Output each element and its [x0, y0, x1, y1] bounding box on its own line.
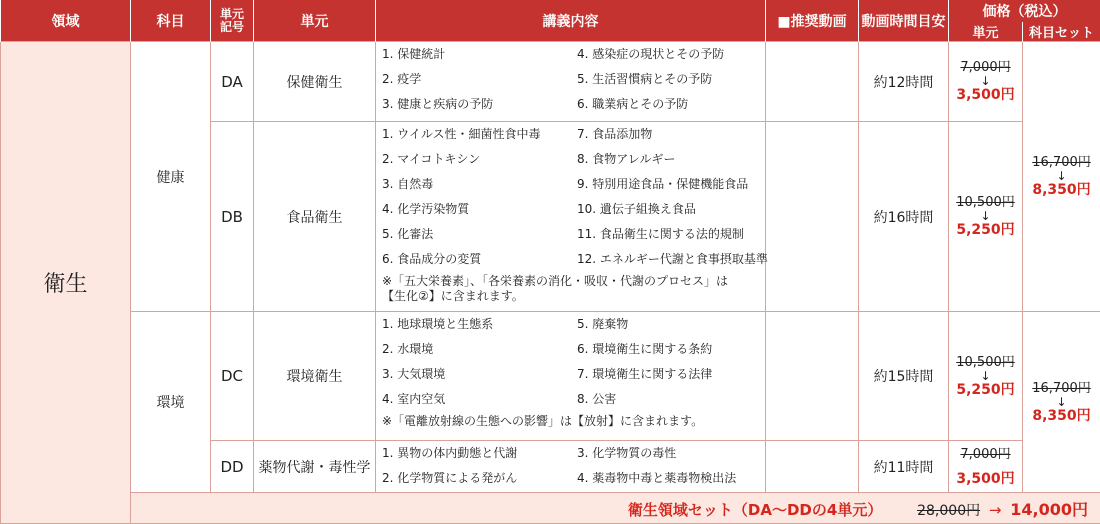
unit-name-dc: 環境衛生: [254, 312, 376, 441]
list-item: 3. 健康と疾病の予防: [382, 97, 494, 111]
header-field: 領域: [1, 0, 131, 42]
list-item: 5. 廃棄物: [577, 317, 629, 331]
note-db: ※「五大栄養素」、「各栄養素の消化・吸収・代謝のプロセス」は 【生化②】に含まれます。: [382, 274, 729, 303]
price-original: 7,000円: [960, 446, 1011, 462]
list-item: 4. 感染症の現状とその予防: [577, 47, 725, 61]
list-item: 3. 化学物質の毒性: [577, 446, 677, 460]
list-item: 5. 化審法: [382, 227, 434, 241]
price-sale: 8,350円: [1032, 407, 1091, 424]
price-set-health: [1023, 42, 1100, 312]
field-set-sale-price: 14,000円: [1010, 499, 1088, 519]
content-dc: [376, 312, 766, 441]
list-item: 2. マイコトキシン: [382, 152, 481, 166]
header-time: 動画時間目安: [859, 0, 949, 42]
price-original: 16,700円: [1032, 155, 1091, 170]
header-recommended: ■推奨動画: [766, 0, 859, 42]
field-set-title: 衛生領域セット（DA〜DDの4単元）: [627, 500, 883, 519]
price-sale: 3,500円: [956, 87, 1015, 103]
content-list-dc: [382, 312, 765, 412]
header-price-unit: 単元: [949, 22, 1023, 42]
list-item: 1. 地球環境と生態系: [382, 317, 494, 331]
list-item: 8. 公害: [577, 392, 617, 406]
time-db: 約16時間: [859, 122, 949, 312]
recommended-dd: [766, 441, 859, 493]
content-da: [376, 42, 766, 122]
header-content: 講義内容: [376, 0, 766, 42]
content-list-dd: [382, 441, 765, 491]
subject-env: 環境: [131, 312, 211, 493]
list-item: 4. 化学汚染物質: [382, 202, 470, 216]
time-dd: 約11時間: [859, 441, 949, 493]
recommended-dc: [766, 312, 859, 441]
price-sale: 5,250円: [956, 222, 1015, 238]
arrow-down-icon: ↓: [980, 368, 991, 383]
price-sale: 5,250円: [956, 381, 1015, 398]
list-item: 2. 疫学: [382, 72, 422, 86]
list-item: 10. 遺伝子組換え食品: [577, 202, 696, 216]
price-original: 7,000円: [960, 60, 1011, 75]
time-dc: 約15時間: [859, 312, 949, 441]
list-item: 1. 異物の体内動態と代謝: [382, 446, 518, 460]
list-item: 8. 食物アレルギー: [577, 152, 676, 166]
price-sale: 3,500円: [956, 470, 1015, 487]
field-cell: 衛生: [1, 42, 131, 524]
list-item: 7. 環境衛生に関する法律: [577, 367, 713, 381]
list-item: 3. 自然毒: [382, 177, 434, 191]
price-original: 10,500円: [956, 195, 1015, 210]
list-item: 6. 食品成分の変質: [382, 252, 482, 266]
list-item: 2. 化学物質による発がん: [382, 471, 518, 485]
list-item: 1. ウイルス性・細菌性食中毒: [382, 127, 541, 141]
list-item: 2. 水環境: [382, 342, 434, 356]
price-unit-da: [949, 42, 1023, 122]
header-subject: 科目: [131, 0, 211, 42]
content-db: [376, 122, 766, 312]
price-original: 10,500円: [956, 354, 1015, 370]
subject-health: 健康: [131, 42, 211, 312]
arrow-down-icon: ↓: [980, 74, 991, 88]
price-original: 16,700円: [1032, 380, 1091, 396]
arrow-right-icon: →: [988, 500, 1002, 519]
unit-code-da: DA: [211, 42, 254, 122]
price-unit-db: [949, 122, 1023, 312]
unit-name-dd: 薬物代謝・毒性学: [254, 441, 376, 493]
price-set-env: [1023, 312, 1100, 493]
price-unit-dd: [949, 441, 1023, 493]
content-list-db: [382, 122, 768, 272]
price-unit-dc: [949, 312, 1023, 441]
header-price-set: 科目セット: [1023, 22, 1100, 42]
list-item: 11. 食品衛生に関する法的規制: [577, 227, 744, 241]
unit-name-db: 食品衛生: [254, 122, 376, 312]
list-item: 7. 食品添加物: [577, 127, 653, 141]
recommended-da: [766, 42, 859, 122]
arrow-down-icon: ↓: [1056, 394, 1067, 409]
header-price: 価格（税込）: [949, 0, 1100, 22]
list-item: 6. 職業病とその予防: [577, 97, 689, 111]
list-item: 12. エネルギー代謝と食事摂取基準: [577, 252, 768, 266]
recommended-db: [766, 122, 859, 312]
unit-code-dc: DC: [211, 312, 254, 441]
field-set-bar: [131, 493, 1100, 524]
arrow-down-icon: ↓: [1056, 169, 1067, 183]
time-da: 約12時間: [859, 42, 949, 122]
header-unit: 単元: [254, 0, 376, 42]
list-item: 6. 環境衛生に関する条約: [577, 342, 713, 356]
arrow-down-icon: ↓: [980, 209, 991, 223]
header-unit-code: 単元 記号: [211, 0, 254, 42]
note-dc: ※「電離放射線の生態への影響」は【放射】に含まれます。: [382, 414, 704, 428]
field-set-original-price: 28,000円: [917, 502, 981, 519]
unit-name-da: 保健衛生: [254, 42, 376, 122]
list-item: 1. 保健統計: [382, 47, 446, 61]
unit-code-db: DB: [211, 122, 254, 312]
content-dd: [376, 441, 766, 493]
content-list-da: [382, 42, 765, 117]
list-item: 9. 特別用途食品・保健機能食品: [577, 177, 749, 191]
price-sale: 8,350円: [1032, 182, 1091, 198]
list-item: 4. 室内空気: [382, 392, 446, 406]
list-item: 5. 生活習慣病とその予防: [577, 72, 713, 86]
list-item: 4. 薬毒物中毒と薬毒物検出法: [577, 471, 737, 485]
list-item: 3. 大気環境: [382, 367, 446, 381]
unit-code-dd: DD: [211, 441, 254, 493]
